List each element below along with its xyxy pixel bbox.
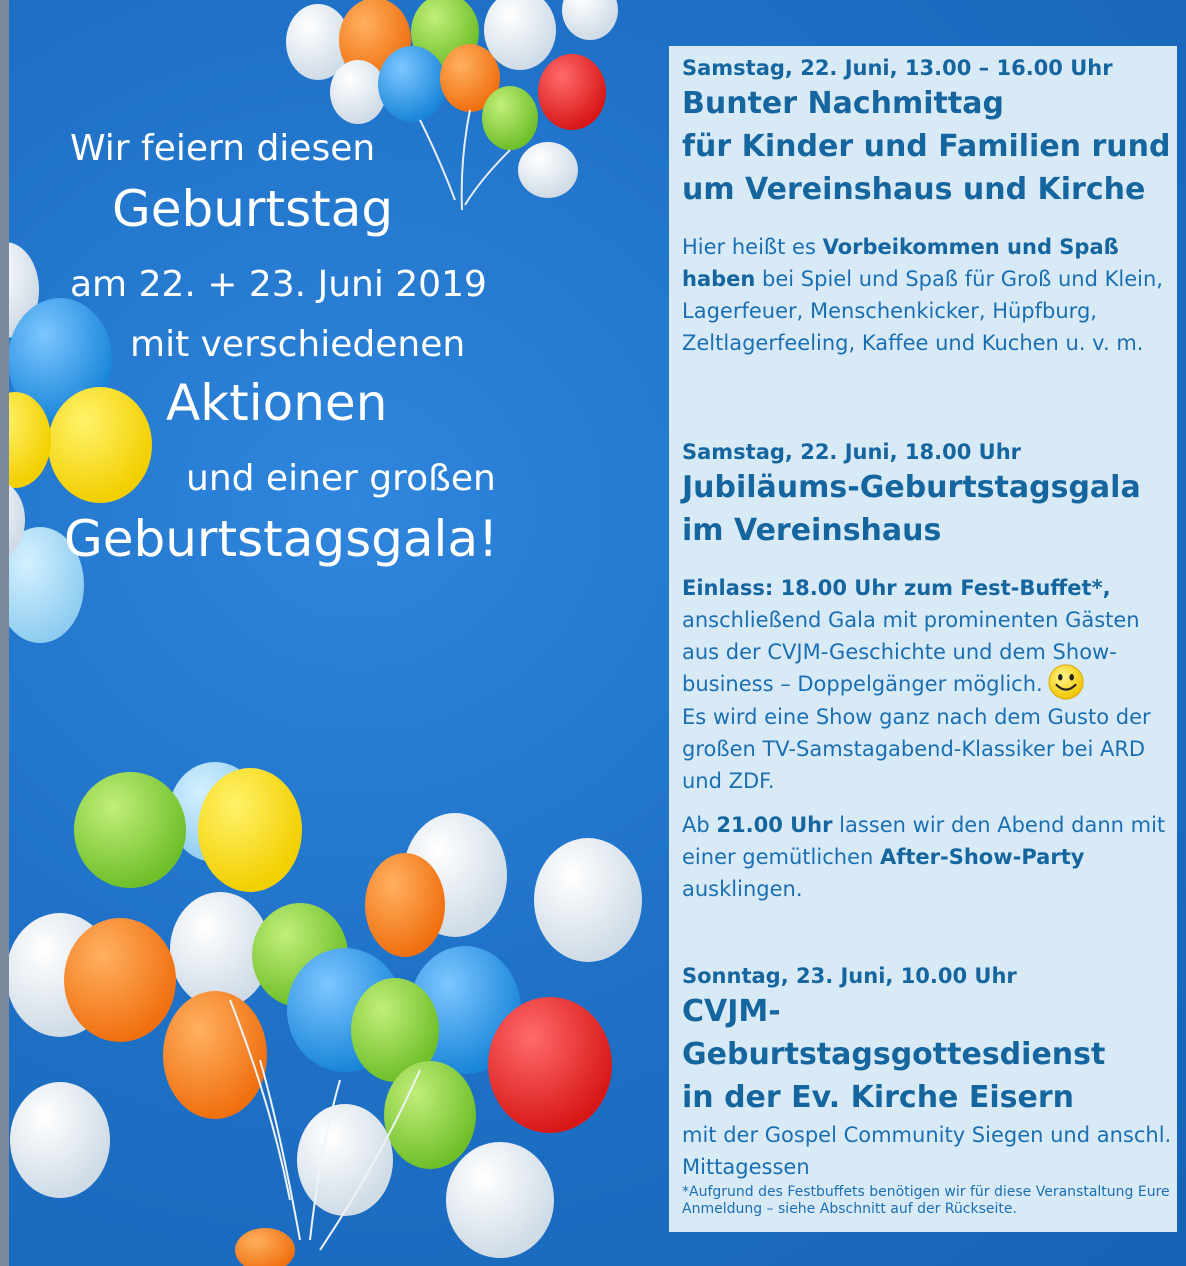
program-section-gala [682, 438, 1172, 905]
text: anschließend Gala mit prominenten Gästen aus der CVJM-Geschichte und dem Show-business – Doppelgänger möglich. [682, 608, 1140, 696]
section-heading [682, 82, 1172, 211]
balloon-cluster-top [286, 0, 618, 210]
heading-line: um Vereinshaus und Kirche [682, 172, 1146, 207]
heading-line: Jubiläums-Geburtstagsgala [682, 470, 1141, 505]
section-heading [682, 990, 1172, 1119]
text: bei Spiel und Spaß für Groß und Klein, Lagerfeuer, Menschenkicker, Hüpfburg, Zeltlagerfeeling, Kaffee und Kuchen u. v. m. [682, 267, 1163, 355]
section-afterparty [682, 809, 1172, 905]
bold-text: After-Show-Party [879, 845, 1085, 869]
footnote: *Aufgrund des Festbuffets benötigen wir für diese Veranstaltung Eure Anmeldung – siehe Abschnitt auf der Rückseite. [682, 1184, 1170, 1217]
section-date: Samstag, 22. Juni, 13.00 – 16.00 Uhr [682, 56, 1113, 80]
hero-line-7: Geburtstagsgala! [64, 510, 499, 568]
page-edge [0, 0, 9, 1266]
hero-line-6: und einer großen [186, 458, 496, 499]
section-description [682, 231, 1172, 359]
section-description [682, 572, 1172, 797]
text: lassen wir den Abend dann mit einer gemütlichen [682, 813, 1166, 869]
heading-line: im Vereinshaus [682, 513, 942, 548]
balloon-cluster-bottom [6, 762, 642, 1266]
section-description: mit der Gospel Community Siegen und anschl. Mittagessen [682, 1123, 1172, 1179]
section-date: Samstag, 22. Juni, 18.00 Uhr [682, 440, 1022, 464]
program-section-afternoon [682, 54, 1172, 359]
hero-line-1: Wir feiern diesen [70, 128, 376, 169]
section-heading [682, 466, 1172, 552]
bold-text: Vorbeikommen und Spaß haben [682, 235, 1119, 291]
hero-line-4: mit verschiedenen [130, 324, 466, 365]
text: Es wird eine Show ganz nach dem Gusto der großen TV-Samstagabend-Klassiker bei ARD und ZDF. [682, 705, 1151, 793]
smiley-icon [1047, 663, 1085, 701]
heading-line: für Kinder und Familien rund [682, 129, 1171, 164]
heading-line: CVJM-Geburtstagsgottesdienst [682, 994, 1106, 1072]
section-date: Sonntag, 23. Juni, 10.00 Uhr [682, 964, 1017, 988]
heading-line: in der Ev. Kirche Eisern [682, 1080, 1074, 1115]
text: ausklingen. [682, 877, 803, 901]
program-section-service [682, 962, 1172, 1183]
hero-line-3: am 22. + 23. Juni 2019 [70, 264, 487, 305]
text: Ab [682, 813, 717, 837]
heading-line: Bunter Nachmittag [682, 86, 1004, 121]
bold-text: Einlass: 18.00 Uhr zum Fest-Buffet*, [682, 576, 1111, 600]
hero-line-5: Aktionen [166, 374, 388, 432]
program-panel [669, 46, 1177, 1232]
text: Hier heißt es [682, 235, 823, 259]
bold-text: 21.00 Uhr [716, 813, 833, 837]
hero-line-2: Geburtstag [112, 180, 394, 238]
